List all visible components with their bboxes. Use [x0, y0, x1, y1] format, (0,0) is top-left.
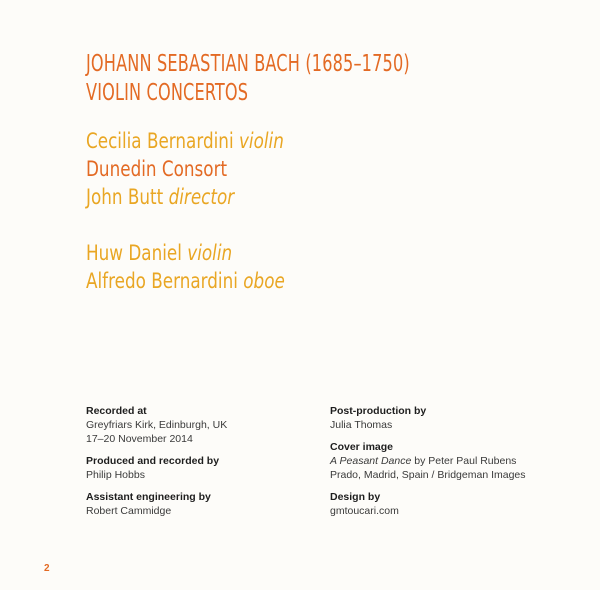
credit-heading: Assistant engineering by — [86, 491, 211, 503]
performer-soloist — [86, 127, 422, 155]
performer-role: director — [168, 185, 235, 209]
page-number: 2 — [44, 563, 50, 574]
performer-name: John Butt — [86, 185, 164, 209]
performer-name: Alfredo Bernardini — [86, 269, 238, 293]
credit-heading: Recorded at — [86, 405, 147, 417]
performer-role: violin — [187, 241, 233, 265]
performer-guest-oboe — [86, 267, 422, 295]
performer-guest-violin — [86, 239, 422, 267]
credit-value — [330, 454, 570, 468]
credit-assistant — [86, 490, 306, 518]
credits-right-column — [330, 404, 570, 526]
credit-heading: Post-production by — [330, 405, 427, 417]
credit-postproduction — [330, 404, 570, 432]
credit-heading: Cover image — [330, 441, 394, 453]
artwork-artist: by Peter Paul Rubens — [411, 455, 517, 467]
performer-name: Cecilia Bernardini — [86, 129, 234, 153]
work-title: VIOLIN CONCERTOS — [86, 80, 249, 106]
performer-role: violin — [238, 129, 284, 153]
credit-value: gmtoucari.com — [330, 505, 399, 517]
credit-value: Prado, Madrid, Spain / Bridgeman Images — [330, 469, 526, 481]
credit-heading: Design by — [330, 491, 381, 503]
credit-recorded — [86, 404, 306, 446]
title-block — [86, 50, 566, 108]
performer-ensemble — [86, 155, 422, 183]
credit-produced — [86, 454, 306, 482]
performer-name: Huw Daniel — [86, 241, 182, 265]
credit-value: Philip Hobbs — [86, 469, 145, 481]
composer-title: JOHANN SEBASTIAN BACH (1685–1750) — [86, 51, 410, 77]
main-performers — [86, 127, 506, 211]
credit-heading: Produced and recorded by — [86, 455, 220, 467]
credit-design — [330, 490, 570, 518]
credits-left-column — [86, 404, 306, 526]
credit-cover — [330, 440, 570, 482]
credit-value: Julia Thomas — [330, 419, 393, 431]
credit-value: Greyfriars Kirk, Edinburgh, UK — [86, 419, 228, 431]
credit-value: Robert Cammidge — [86, 505, 172, 517]
artwork-title: A Peasant Dance — [330, 455, 412, 467]
performer-director — [86, 183, 422, 211]
performer-role: oboe — [243, 269, 285, 293]
credit-value: 17–20 November 2014 — [86, 433, 193, 445]
guest-performers — [86, 239, 506, 295]
performer-name: Dunedin Consort — [86, 157, 228, 181]
